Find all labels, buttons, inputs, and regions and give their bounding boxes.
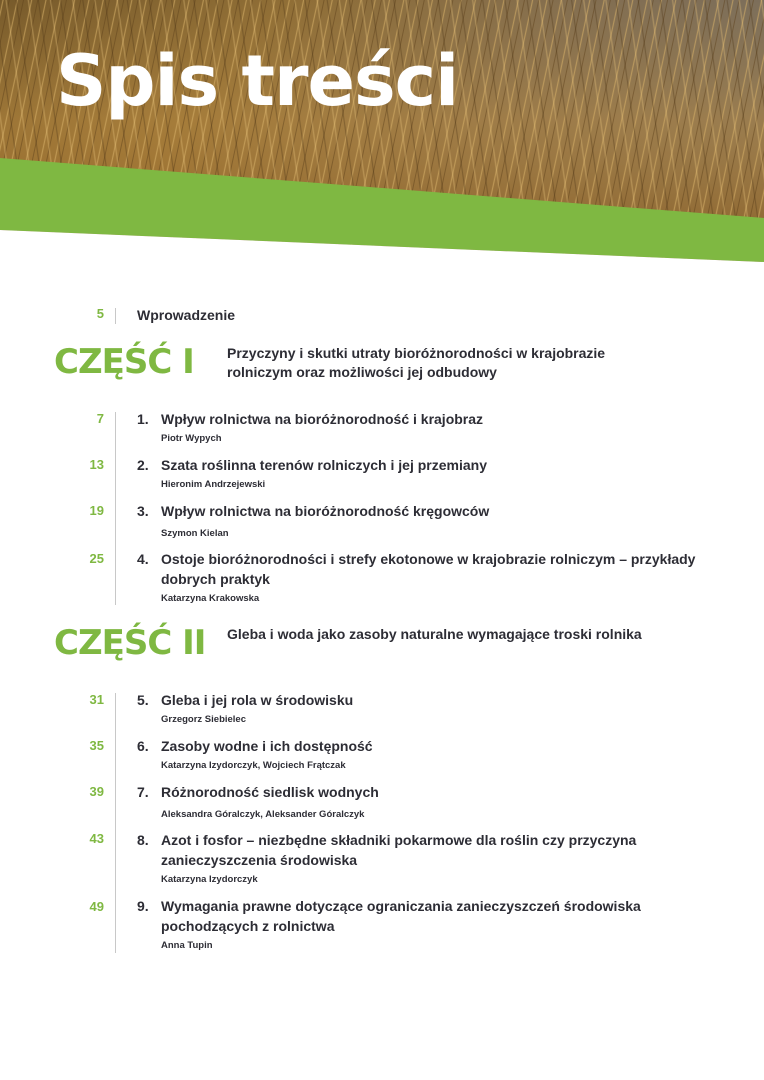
chapter-number: 3. [137,503,149,519]
entry-author: Aleksandra Góralczyk, Aleksander Góralczyk [161,809,365,820]
part-label-1: CZĘŚĆ I [54,342,194,382]
toc-entry-chapter-6[interactable] [137,736,717,772]
entry-author: Katarzyna Izydorczyk, Wojciech Frątczak [161,760,346,771]
chapter-number: 8. [137,832,149,848]
toc-entry-chapter-1[interactable] [137,409,717,445]
chapter-number: 6. [137,738,149,754]
entry-title: Wpływ rolnictwa na bioróżnorodność i krajobraz [161,411,484,427]
part-subtitle-1: Przyczyny i skutki utraty bioróżnorodności w krajobrazie rolniczym oraz możliwości jej odbudowy [227,345,606,380]
entry-author: Szymon Kielan [161,528,229,539]
page-number: 5 [96,306,104,321]
chapter-number: 2. [137,457,149,473]
toc-entry-chapter-2[interactable] [137,455,717,491]
page-number: 43 [89,831,104,846]
page-number: 19 [89,503,104,518]
page-number: 13 [89,457,104,472]
page-number: 35 [89,738,104,753]
entry-author: Katarzyna Krakowska [161,593,260,604]
entry-title: Azot i fosfor – niezbędne składniki pokarmowe dla roślin czy przyczyna zanieczyszczenia środowiska [161,832,637,868]
entry-title: Ostoje bioróżnorodności i strefy ekotonowe w krajobrazie rolniczym – przykłady dobrych praktyk [161,551,696,587]
chapter-number: 4. [137,551,149,567]
divider-line [115,308,116,324]
toc-entry-chapter-3[interactable] [137,501,717,540]
entry-author: Grzegorz Siebielec [161,714,247,725]
divider-line [115,412,116,605]
entry-author: Katarzyna Izydorczyk [161,874,258,885]
part-subtitle-2: Gleba i woda jako zasoby naturalne wymagające troski rolnika [227,626,642,642]
entry-author: Hieronim Andrzejewski [161,479,266,490]
entry-title: Szata roślinna terenów rolniczych i jej przemiany [161,457,487,473]
toc-entry-chapter-4[interactable] [137,549,717,605]
chapter-number: 7. [137,784,149,800]
entry-author: Piotr Wypych [161,433,222,444]
entry-title: Wprowadzenie [137,307,236,323]
chapter-number: 5. [137,692,149,708]
page-number: 31 [89,692,104,707]
toc-entry-intro[interactable] [137,305,717,325]
chapter-number: 1. [137,411,149,427]
toc-entry-chapter-9[interactable] [137,896,717,952]
toc-entry-chapter-8[interactable] [137,830,717,886]
part-label-2: CZĘŚĆ II [54,623,206,663]
page-number: 25 [89,551,104,566]
toc-entry-chapter-5[interactable] [137,690,717,726]
page-title: Spis treści [56,40,459,122]
entry-title: Gleba i jej rola w środowisku [161,692,354,708]
page-number: 7 [96,411,104,426]
entry-author: Anna Tupin [161,940,213,951]
entry-title: Wymagania prawne dotyczące ograniczania zanieczyszczeń środowiska pochodzących z rolnictwa [161,898,641,934]
entry-title: Wpływ rolnictwa na bioróżnorodność kręgowców [161,503,490,519]
page-number: 49 [89,899,104,914]
entry-title: Różnorodność siedlisk wodnych [161,784,379,800]
toc-entry-chapter-7[interactable] [137,782,717,821]
chapter-number: 9. [137,898,149,914]
divider-line [115,693,116,953]
page-number: 39 [89,784,104,799]
entry-title: Zasoby wodne i ich dostępność [161,738,373,754]
